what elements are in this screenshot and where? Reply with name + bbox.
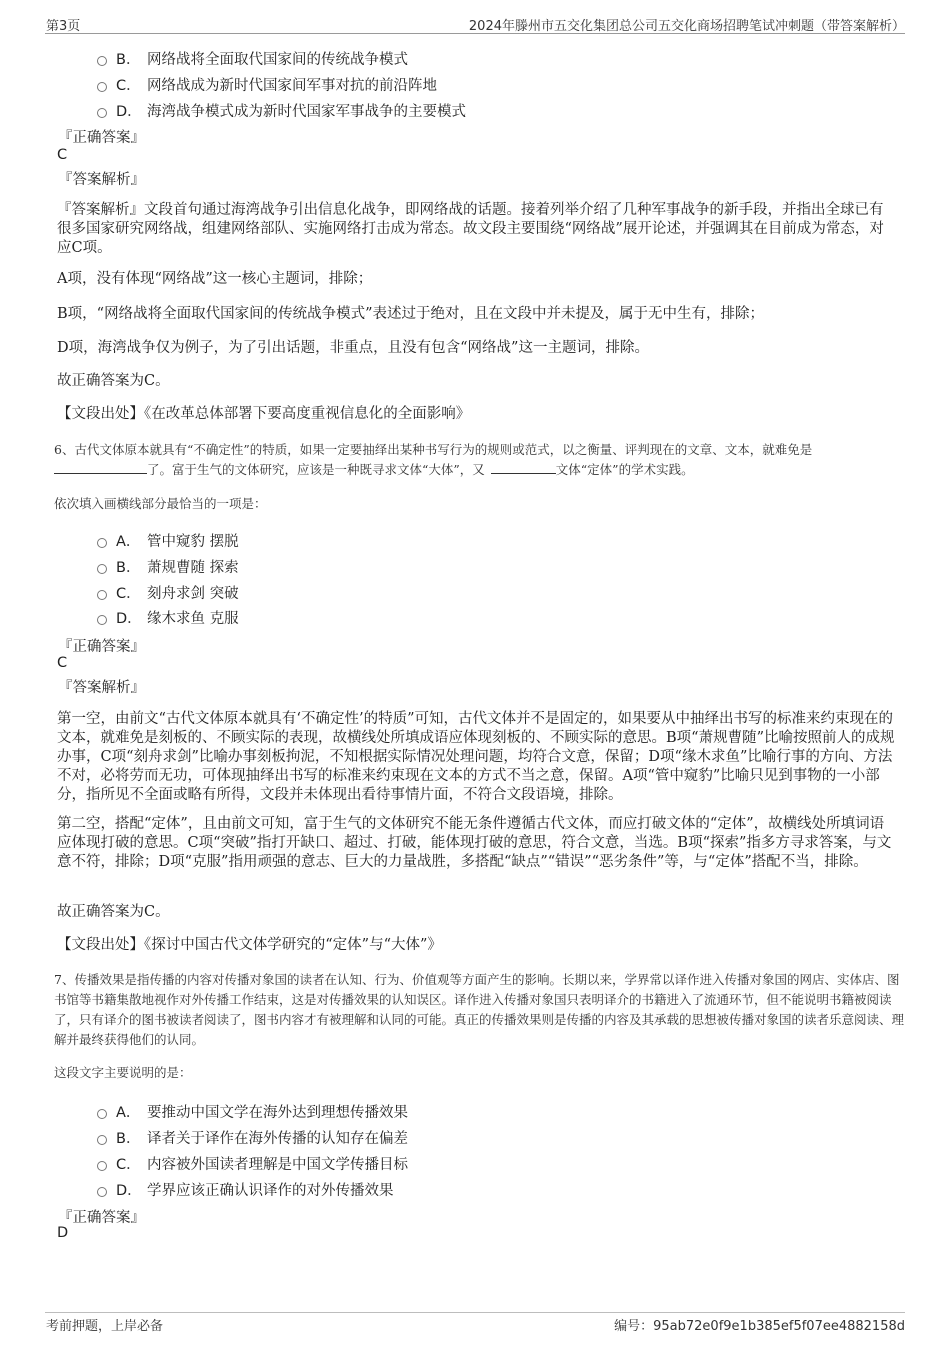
analysis-paragraph: 故正确答案为C。: [57, 373, 170, 389]
q7-option-d[interactable]: D． 学界应该正确认识译作的对外传播效果: [97, 1179, 394, 1200]
analysis-paragraph: D项，海湾战争仅为例子，为了引出话题，非重点，且没有包含“网络战”这一主题词，排除。: [57, 340, 649, 356]
radio-icon: [97, 1109, 107, 1119]
q5-option-b[interactable]: B． 网络战将全面取代国家间的传统战争模式: [97, 48, 408, 69]
fill-blank: [491, 460, 556, 474]
correct-answer: D: [57, 1225, 69, 1241]
fill-blank: [54, 460, 147, 474]
correct-answer-heading: 『正确答案』: [58, 130, 145, 146]
analysis-paragraph: A项，没有体现“网络战”这一核心主题词，排除；: [57, 271, 373, 287]
q5-option-d[interactable]: D． 海湾战争模式成为新时代国家军事战争的主要模式: [97, 100, 466, 121]
analysis-paragraph: 第一空，由前文“古代文体原本就具有‘不确定性’的特质”可知，古代文体并不是固定的，如果要从中抽绎出书写的标准来约束现在的文本，就难免是刻板的、不顾实际的表现，故横线处所填成语应体现刻板的、不顾实际的意思。B项“萧规曹随”比喻按照前人的成规办事，C项“刻舟求剑”比喻办事刻板拘泥，不知根据实际情况处理问题，均符合文意，保留；D项“缘木求鱼”比喻行事的方向、方法不对，必将劳而无功，可体现抽绎出书写的标准来约束现在文本的方式不当之意，保留。A项“管中窥豹”比喻只见到事物的一小部分，指所见不全面或略有所得，文段并未体现出看待事情片面，不符合文段语境，排除。: [57, 711, 895, 803]
radio-icon: [97, 1161, 107, 1171]
question-stem: 7、传播效果是指传播的内容对传播对象国的读者在认知、行为、价值观等方面产生的影响。长期以来，学界常以译作进入传播对象国的网店、实体店、图书馆等书籍集散地视作对外传播工作结束，这是对传播效果的认知误区。译作进入传播对象国只表明译介的书籍进入了流通环节，但不能说明书籍被阅读了，只有译介的图书被读者阅读了，图书内容才有被理解和认同的可能。真正的传播效果则是传播的内容及其承载的思想被传播对象国的读者乐意阅读、理解并最终获得他们的认同。: [54, 972, 905, 1047]
q6-option-c[interactable]: C． 刻舟求剑 突破: [97, 582, 239, 603]
q7-option-b[interactable]: B． 译者关于译作在海外传播的认知存在偏差: [97, 1127, 408, 1148]
q7-option-a[interactable]: A． 要推动中国文学在海外达到理想传播效果: [97, 1101, 408, 1122]
header-divider: [45, 33, 905, 34]
analysis-paragraph: 『答案解析』文段首句通过海湾战争引出信息化战争，即网络战的话题。接着列举介绍了几种军事战争的新手段，并指出全球已有很多国家研究网络战，组建网络部队、实施网络打击成为常态。故文段主要围绕“网络战”展开论述，并强调其在目前成为常态，对应C项。: [57, 202, 884, 256]
correct-answer: C: [57, 147, 68, 163]
question-stem: 6、古代文体原本就具有“不确定性”的特质，如果一定要抽绎出某种书写行为的规则或范式，以之衡量、评判现在的文章、文本，就难免是了。富于生气的文体研究，应该是一种既寻求文体“大体”，又 文体“定体”的学术实践。: [54, 442, 813, 477]
q5-option-c[interactable]: C． 网络战成为新时代国家间军事对抗的前沿阵地: [97, 74, 437, 95]
analysis-paragraph: B项，“网络战将全面取代国家间的传统战争模式”表述过于绝对，且在文段中并未提及，属于无中生有，排除；: [57, 306, 764, 322]
radio-icon: [97, 56, 107, 66]
analysis-paragraph: 第二空，搭配“定体”，且由前文可知，富于生气的文体研究不能无条件遵循古代文体，而应打破文体的“定体”，故横线处所填词语应体现打破的意思。C项“突破”指打开缺口、超过、打破，能体现打破的意思，符合文意，当选。B项“探索”指多方寻求答案，与文意不符，排除；D项“克服”指用顽强的意志、巨大的力量战胜，多搭配“缺点”“错误”“恶劣条件”等，与“定体”搭配不当，排除。: [57, 816, 892, 870]
analysis-paragraph: 故正确答案为C。: [57, 904, 170, 920]
footer-divider: [45, 1312, 905, 1313]
analysis-heading: 『答案解析』: [58, 680, 145, 696]
q6-option-d[interactable]: D． 缘木求鱼 克服: [97, 607, 239, 628]
page-number: 第3页: [46, 19, 81, 34]
radio-icon: [97, 615, 107, 625]
question-prompt: 依次填入画横线部分最恰当的一项是：: [54, 496, 267, 511]
radio-icon: [97, 538, 107, 548]
correct-answer: C: [57, 655, 68, 671]
question-prompt: 这段文字主要说明的是：: [54, 1065, 192, 1080]
analysis-heading: 『答案解析』: [58, 172, 145, 188]
document-id: 编号：95ab72e0f9e1b385ef5f07ee4882158d: [614, 1319, 905, 1334]
q6-option-b[interactable]: B． 萧规曹随 探索: [97, 556, 239, 577]
radio-icon: [97, 1135, 107, 1145]
q6-option-a[interactable]: A． 管中窥豹 摆脱: [97, 530, 239, 551]
radio-icon: [97, 82, 107, 92]
source-citation: 【文段出处】《探讨中国古代文体学研究的“定体”与“大体”》: [57, 937, 442, 953]
radio-icon: [97, 108, 107, 118]
q7-option-c[interactable]: C． 内容被外国读者理解是中国文学传播目标: [97, 1153, 408, 1174]
document-title: 2024年滕州市五交化集团总公司五交化商场招聘笔试冲刺题（带答案解析）: [468, 19, 905, 34]
correct-answer-heading: 『正确答案』: [58, 1210, 145, 1226]
correct-answer-heading: 『正确答案』: [58, 639, 145, 655]
footer-slogan: 考前押题，上岸必备: [46, 1319, 164, 1334]
radio-icon: [97, 564, 107, 574]
radio-icon: [97, 590, 107, 600]
source-citation: 【文段出处】《在改革总体部署下要高度重视信息化的全面影响》: [57, 406, 471, 422]
radio-icon: [97, 1187, 107, 1197]
